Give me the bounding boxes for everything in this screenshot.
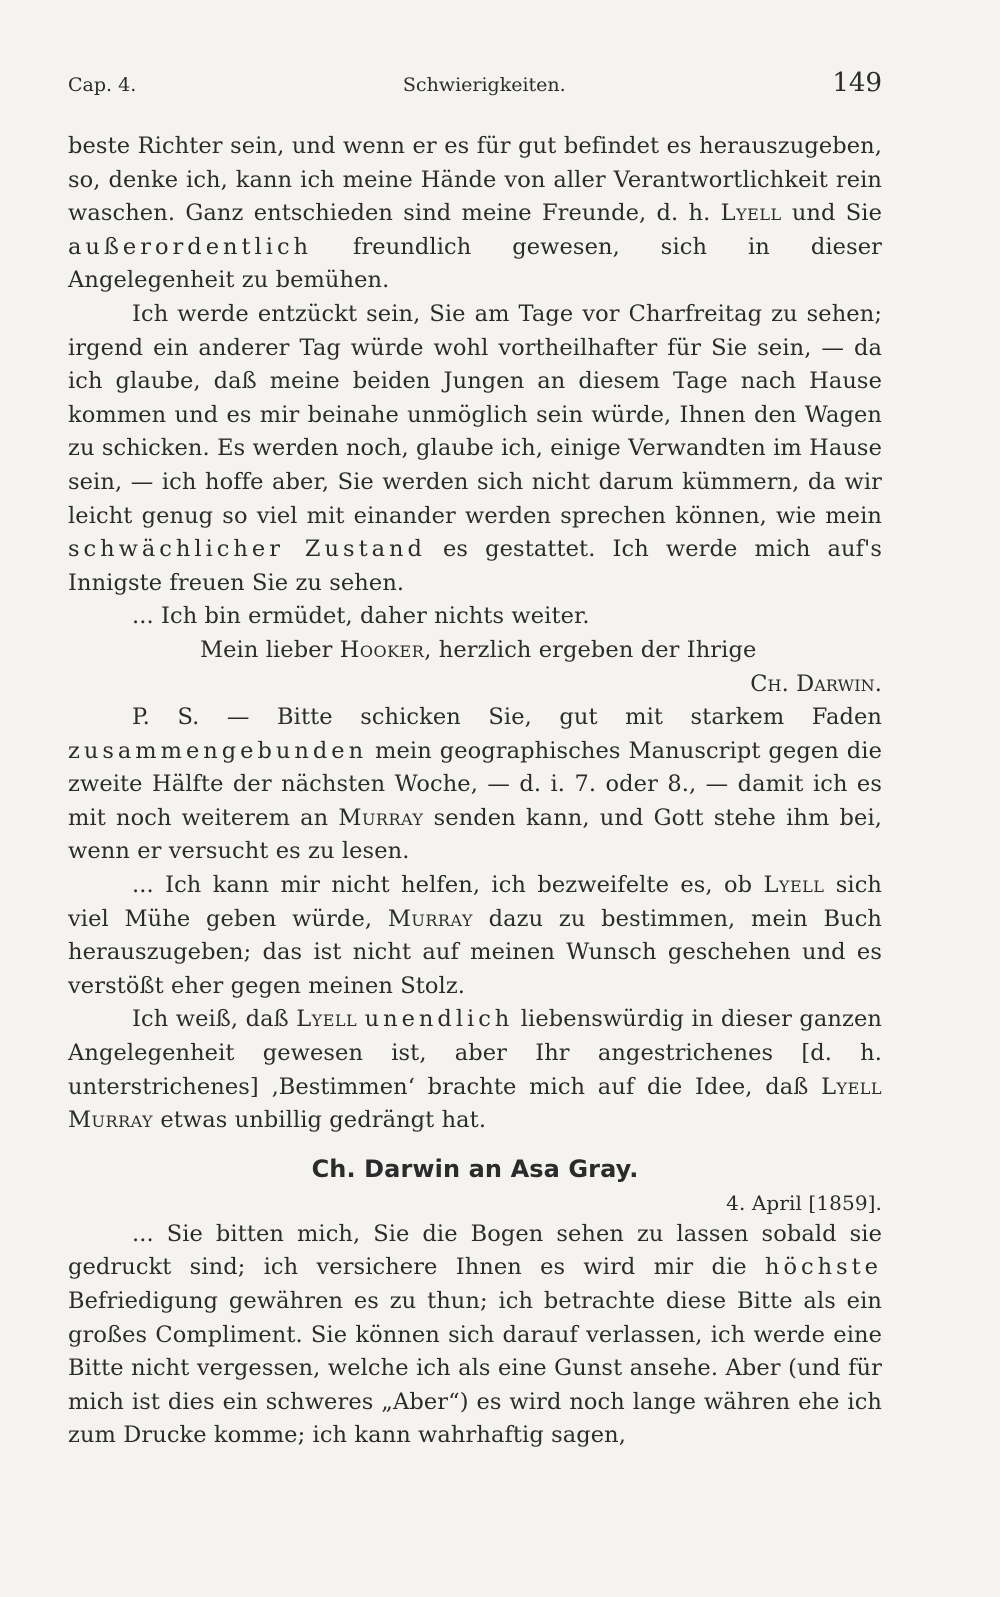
text-run: beste Richter sein, und wenn er es für gut befindet es herauszugeben, so, denke ich, kann ich meine Hände von aller Verantwortlichkeit rein waschen. Ganz entschieden sind meine Freunde, d. h. [68,133,882,227]
name-murray: Murray [338,804,424,831]
text-run: senden kann, und Gott stehe ihm bei, wenn er versucht es zu lesen. [68,804,883,865]
text-run [357,1006,364,1032]
text-run: etwas unbillig gedrängt hat. [153,1107,487,1134]
paragraph-6 [68,869,882,1003]
text-run: und Sie [781,200,882,227]
name-lyell: Lyell [763,872,825,899]
text-run: mein geographisches Manuscript gegen die zweite Hälfte der nächsten Woche, — d. i. 7. oder 8., — damit ich es mit noch weiterem an [68,737,882,831]
chapter-label: Cap. 4. [68,74,137,96]
name-murray: Murray [68,1107,154,1134]
text-run: es gestattet. Ich werde mich auf's Innigste freuen Sie zu sehen. [68,536,882,596]
paragraph-7 [68,1003,882,1137]
spaced-emphasis: unendlich [364,1006,514,1033]
text-run: sich viel Mühe geben würde, [68,872,882,932]
spaced-emphasis: zusammengebunden [68,737,368,764]
text-run: liebenswürdig in dieser ganzen Angelegenheit gewesen ist, aber Ihr angestrichenes [d. h. unterstrichenes] ‚Bestimmen‘ brachte mich auf die Idee, daß [68,1006,882,1100]
letter-date: 4. April [1859]. [726,1190,882,1215]
text-run: dazu zu bestimmen, mein Buch herauszugeben; das ist nicht auf meinen Wunsch geschehen und es verstößt eher gegen meinen Stolz. [68,905,882,999]
name-lyell: Lyell [821,1073,882,1100]
paragraph-1 [68,130,882,298]
body-text [68,130,882,1453]
name-hooker: Hooker [339,636,425,663]
text-run: ... Sie bitten mich, Sie die Bogen sehen zu lassen sobald sie gedruckt sind; ich versichere Ihnen es wird mir die [68,1220,882,1281]
spaced-emphasis: außerordentlich [68,233,313,260]
letter-heading: Ch. Darwin an Asa Gray. [311,1154,639,1183]
spaced-emphasis: schwächlicher Zustand [68,536,426,563]
name-murray: Murray [387,905,473,932]
paragraph-2 [68,298,882,600]
page-number: 149 [832,68,882,98]
text-run: ... Ich kann mir nicht helfen, ich bezweifelte es, ob [132,872,764,899]
text-run: Mein lieber [200,636,340,663]
name-lyell: Lyell [296,1006,358,1033]
text-run: Befriedigung gewähren es zu thun; ich betrachte diese Bitte als ein großes Compliment. Sie können sich darauf verlassen, ich werde eine Bitte nicht vergessen, welche ich als eine Gunst ansehe. Aber (und für mich ist dies ein schweres „Aber“) es wird noch lange währen ehe ich zum Drucke komme; ich kann wahrhaftig sagen, [68,1288,882,1449]
running-head [68,68,882,108]
paragraph-postscript [68,701,882,869]
paragraph-3: ... Ich bin ermüdet, daher nichts weiter. [132,603,590,630]
closing-line [68,634,882,668]
text-run: , herzlich ergeben der Ihrige [424,636,757,663]
text-run: Ich werde entzückt sein, Sie am Tage vor Charfreitag zu sehen; irgend ein anderer Tag würde wohl vortheilhafter für Sie sein, — da ich glaube, daß meine beiden Jungen an diesem Tage nach Hause kommen und es mir beinahe unmöglich sein würde, Ihnen den Wagen zu schicken. Es werden noch, glaube ich, einige Verwandten im Hause sein, — ich hoffe aber, Sie werden sich nicht darum kümmern, da wir leicht genug so viel mit einander werden sprechen können, wie mein [68,300,882,529]
paragraph-8 [68,1218,882,1453]
text-run: Ich weiß, daß [132,1006,297,1033]
text-run: P. S. — Bitte schicken Sie, gut mit starkem Faden [132,704,882,731]
text-run: freundlich gewesen, sich in dieser Angelegenheit zu bemühen. [68,233,882,294]
spaced-emphasis: höchste [764,1254,882,1281]
signature: Ch. Darwin. [750,670,882,697]
running-title: Schwierigkeiten. [402,74,566,96]
name-lyell: Lyell [720,200,782,227]
